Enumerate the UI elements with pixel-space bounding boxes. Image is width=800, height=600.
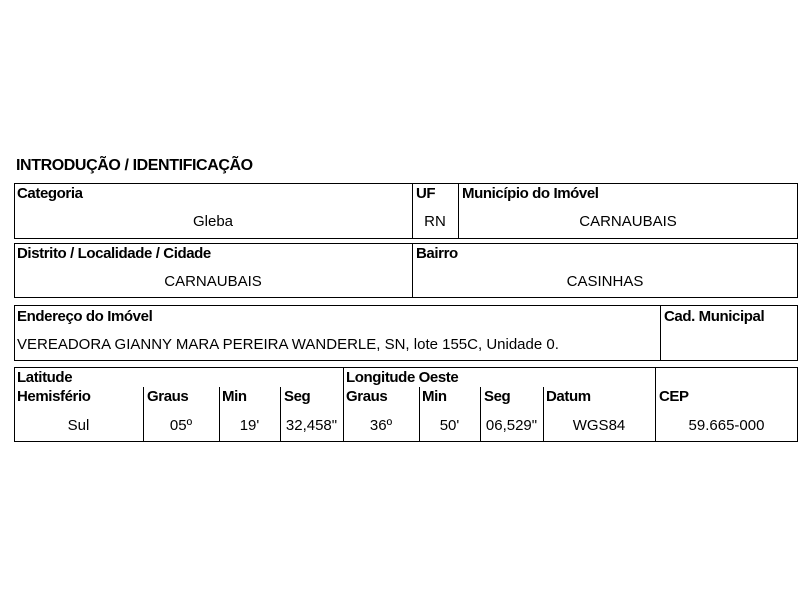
row4-bottom-border	[14, 441, 798, 442]
lon-min-value: 50'	[439, 417, 460, 434]
datum-label: Datum	[546, 388, 591, 405]
cep-label: CEP	[659, 388, 689, 405]
latitude-label: Latitude	[17, 369, 73, 386]
municipio-value: CARNAUBAIS	[579, 213, 677, 230]
row3-divider-cad	[660, 305, 661, 361]
row2-bottom-border	[14, 297, 798, 298]
cep-value: 59.665-000	[688, 417, 765, 434]
lon-seg-label: Seg	[484, 388, 511, 405]
lat-seg-value: 32,458"	[285, 417, 338, 434]
lon-graus-value: 36º	[369, 417, 393, 434]
lon-min-label: Min	[422, 388, 447, 405]
datum-value: WGS84	[572, 417, 626, 434]
municipio-label: Município do Imóvel	[462, 185, 599, 202]
distrito-value: CARNAUBAIS	[164, 273, 262, 290]
row4-top-border	[14, 367, 798, 368]
row1-top-border	[14, 183, 798, 184]
row3-left-border	[14, 305, 15, 361]
hemisferio-label: Hemisfério	[17, 388, 91, 405]
lon-seg-value: 06,529"	[485, 417, 538, 434]
bairro-value: CASINHAS	[566, 273, 644, 290]
row3-right-border	[797, 305, 798, 361]
row3-top-border	[14, 305, 798, 306]
row3-bottom-border	[14, 360, 798, 361]
lat-graus-value: 05º	[169, 417, 193, 434]
longitude-label: Longitude Oeste	[346, 369, 459, 386]
cad-municipal-label: Cad. Municipal	[664, 308, 765, 325]
lat-min-value: 19'	[239, 417, 260, 434]
lat-min-label: Min	[222, 388, 247, 405]
endereco-label: Endereço do Imóvel	[17, 308, 153, 325]
uf-value: RN	[424, 213, 446, 230]
hemisferio-value: Sul	[67, 417, 90, 434]
lat-seg-label: Seg	[284, 388, 311, 405]
row1-bottom-border	[14, 238, 798, 239]
categoria-label: Categoria	[17, 185, 83, 202]
bairro-label: Bairro	[416, 245, 458, 262]
uf-label: UF	[416, 185, 436, 202]
categoria-value: Gleba	[192, 213, 234, 230]
lon-graus-label: Graus	[346, 388, 388, 405]
distrito-label: Distrito / Localidade / Cidade	[17, 245, 211, 262]
endereco-value: VEREADORA GIANNY MARA PEREIRA WANDERLE, SN, lote 155C, Unidade 0.	[17, 336, 559, 353]
lat-graus-label: Graus	[147, 388, 189, 405]
section-title: INTRODUÇÃO / IDENTIFICAÇÃO	[16, 157, 253, 174]
row2-top-border	[14, 243, 798, 244]
